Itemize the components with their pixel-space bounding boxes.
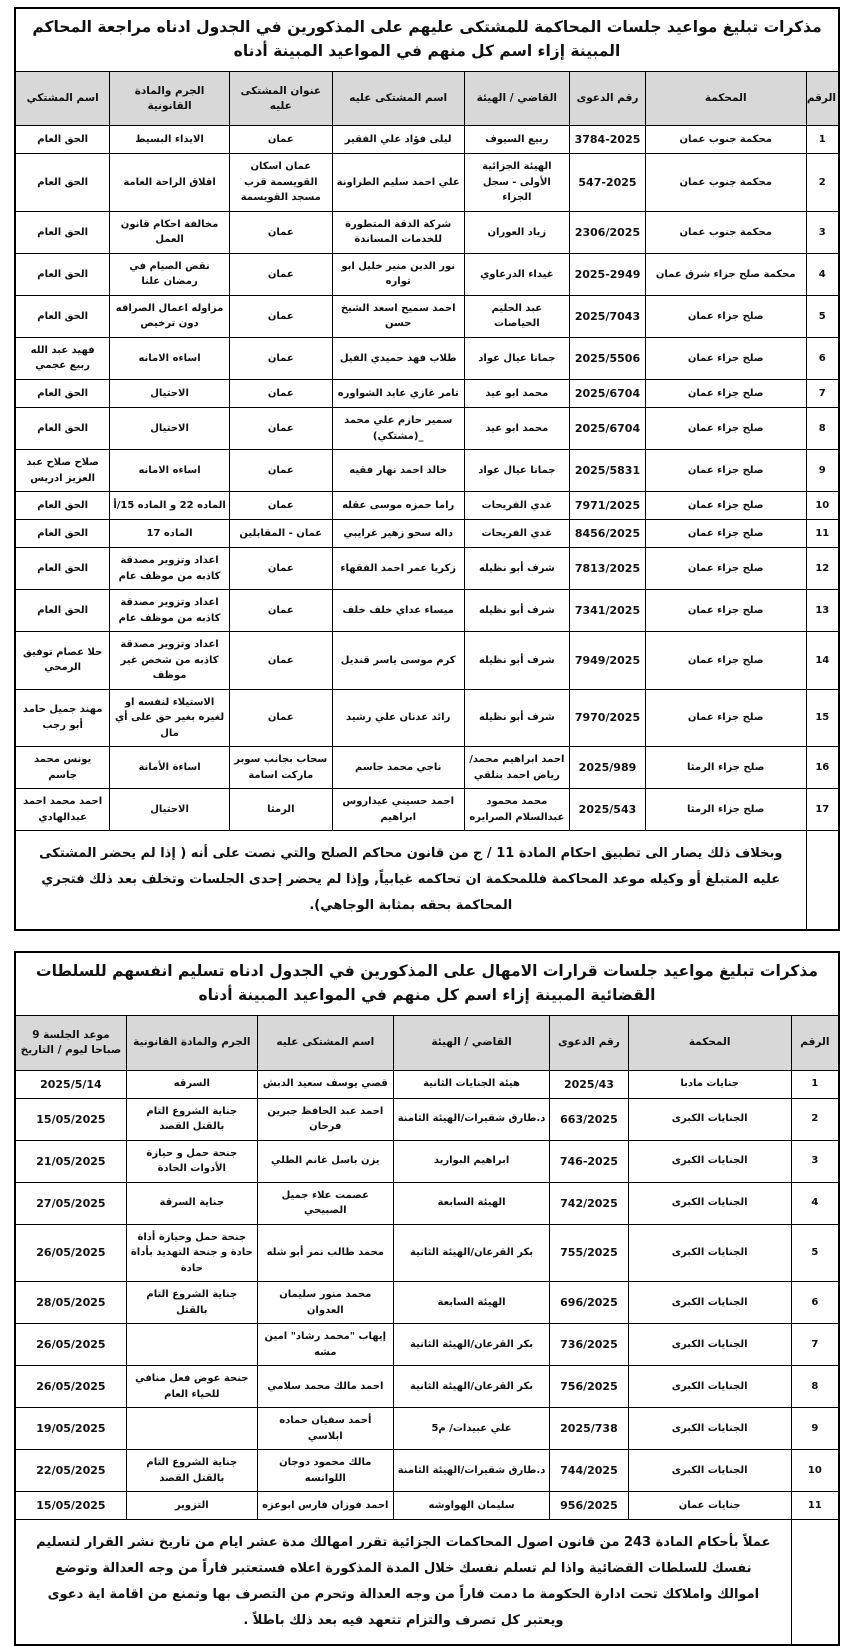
cell-defendant: داله سحو زهير غرايبي [332, 520, 464, 548]
table-row [15, 548, 839, 590]
cell-crime: جنحة عوض فعل منافي للحياء العام [126, 1366, 257, 1408]
cell-num: 17 [806, 789, 839, 831]
cell-num: 6 [791, 1282, 839, 1324]
cell-case_no: 7971/2025 [570, 492, 646, 520]
cell-address: عمان - المقابلين [229, 520, 332, 548]
cell-num: 9 [806, 450, 839, 492]
cell-defendant: احمد حسيني عيداروس ابراهيم [332, 789, 464, 831]
trial-sessions-table [14, 7, 840, 931]
column-header-complainant: اسم المشتكي [15, 72, 110, 126]
cell-case_no: 2025/5831 [570, 450, 646, 492]
cell-judge: غيداء الدرعاوي [464, 253, 569, 295]
cell-complainant: الحق العام [15, 520, 110, 548]
cell-num: 2 [806, 154, 839, 212]
cell-defendant: أحمد سفيان حماده ابلاسي [257, 1408, 393, 1450]
cell-case_no: 746-2025 [550, 1140, 628, 1182]
cell-judge: بكر القرعان/الهيئة الثانية [393, 1366, 550, 1408]
cell-judge: احمد ابراهيم محمد/رياض احمد بنلقي [464, 747, 569, 789]
cell-crime [126, 1324, 257, 1366]
cell-judge: سليمان الهواوشه [393, 1492, 550, 1520]
table-row [15, 1366, 839, 1408]
table-row [15, 1224, 839, 1282]
cell-judge: شرف أبو نظيله [464, 689, 569, 747]
cell-address: عمان [229, 211, 332, 253]
cell-defendant: راما حمزه موسى عقله [332, 492, 464, 520]
cell-address: عمان [229, 295, 332, 337]
cell-judge: د.طارق شقيرات/الهيئة الثامنة [393, 1450, 550, 1492]
table-row [15, 337, 839, 379]
cell-crime: جناية الشروع التام بالقتل [126, 1282, 257, 1324]
cell-case_no: 956/2025 [550, 1492, 628, 1520]
cell-case_no: 2025/989 [570, 747, 646, 789]
cell-judge: جمانا عيال عواد [464, 337, 569, 379]
cell-court: الجنايات الكبرى [628, 1324, 791, 1366]
cell-crime: الاستيلاء لنفسه او لغيره بغير حق على أي مال [110, 689, 229, 747]
cell-session_date: 15/05/2025 [15, 1098, 126, 1140]
cell-judge: الهيئة السابعة [393, 1182, 550, 1224]
cell-address: عمان [229, 689, 332, 747]
cell-address: عمان [229, 126, 332, 154]
cell-crime: اعداد وتزوير مصدقة كاذبه من موظف عام [110, 548, 229, 590]
cell-num: 10 [791, 1450, 839, 1492]
table2-title-row [15, 952, 839, 1016]
column-header-judge: القاضي / الهيئة [393, 1016, 550, 1070]
column-header-judge: القاضي / الهيئة [464, 72, 569, 126]
cell-crime: اعداد وتزوير مصدقة كاذبه من شخص غير موظف [110, 632, 229, 690]
cell-num: 2 [791, 1098, 839, 1140]
table-row [15, 1140, 839, 1182]
cell-court: صلح جزاء عمان [645, 548, 806, 590]
table-row [15, 689, 839, 747]
table-row [15, 1408, 839, 1450]
cell-defendant: خالد احمد نهار فقيه [332, 450, 464, 492]
table1-header-row [15, 72, 839, 126]
cell-court: صلح جزاء عمان [645, 492, 806, 520]
cell-address: عمان [229, 337, 332, 379]
table-row [15, 211, 839, 253]
cell-complainant: احمد محمد احمد عبدالهادي [15, 789, 110, 831]
cell-defendant: مالك محمود دوجان اللوانسه [257, 1450, 393, 1492]
cell-defendant: قصي يوسف سعيد الدبش [257, 1070, 393, 1098]
cell-judge: شرف أبو نظيله [464, 590, 569, 632]
cell-complainant: الحق العام [15, 590, 110, 632]
cell-num: 6 [806, 337, 839, 379]
cell-address: عمان [229, 548, 332, 590]
cell-address: عمان [229, 408, 332, 450]
cell-case_no: 756/2025 [550, 1366, 628, 1408]
surrender-deadline-table [14, 951, 840, 1646]
cell-num: 9 [791, 1408, 839, 1450]
cell-judge: جمانا عيال عواد [464, 450, 569, 492]
cell-court: الجنايات الكبرى [628, 1140, 791, 1182]
cell-defendant: ميساء عداي خلف خلف [332, 590, 464, 632]
cell-crime: جناية السرقة [126, 1182, 257, 1224]
cell-court: صلح جزاء عمان [645, 689, 806, 747]
cell-crime: الماده 22 و الماده 15/أ [110, 492, 229, 520]
cell-court: صلح جزاء الرمثا [645, 789, 806, 831]
cell-court: الجنايات الكبرى [628, 1450, 791, 1492]
cell-complainant: الحق العام [15, 211, 110, 253]
column-header-defendant: اسم المشتكى عليه [332, 72, 464, 126]
cell-num: 15 [806, 689, 839, 747]
table-row [15, 789, 839, 831]
cell-court: الجنايات الكبرى [628, 1366, 791, 1408]
cell-court: الجنايات الكبرى [628, 1282, 791, 1324]
cell-address: عمان [229, 450, 332, 492]
cell-case_no: 696/2025 [550, 1282, 628, 1324]
cell-court: محكمة صلح جزاء شرق عمان [645, 253, 806, 295]
cell-case_no: 744/2025 [550, 1450, 628, 1492]
cell-num: 12 [806, 548, 839, 590]
cell-num: 5 [791, 1224, 839, 1282]
cell-crime [126, 1408, 257, 1450]
cell-num: 7 [806, 379, 839, 407]
table2-header-row [15, 1016, 839, 1070]
table-row [15, 450, 839, 492]
column-header-court: المحكمة [645, 72, 806, 126]
cell-complainant: الحق العام [15, 408, 110, 450]
cell-court: صلح جزاء عمان [645, 590, 806, 632]
cell-num: 8 [791, 1366, 839, 1408]
cell-court: صلح جزاء عمان [645, 337, 806, 379]
cell-defendant: سمير حازم علي محمد _(مشتكي) [332, 408, 464, 450]
table-row [15, 520, 839, 548]
cell-case_no: 2025/6704 [570, 379, 646, 407]
cell-court: الجنايات الكبرى [628, 1224, 791, 1282]
cell-address: عمان [229, 632, 332, 690]
cell-address: الرمثا [229, 789, 332, 831]
cell-case_no: 7970/2025 [570, 689, 646, 747]
table-row [15, 1098, 839, 1140]
cell-judge: محمد محمود عبدالسلام الصرايره [464, 789, 569, 831]
cell-complainant: يونس محمد جاسم [15, 747, 110, 789]
cell-crime: الاحتيال [110, 789, 229, 831]
cell-defendant: ناجي محمد جاسم [332, 747, 464, 789]
cell-num: 5 [806, 295, 839, 337]
cell-complainant: مهند جميل حامد أبو رجب [15, 689, 110, 747]
cell-num: 11 [791, 1492, 839, 1520]
cell-crime: اعداد وتزوير مصدقة كاذبه من موظف عام [110, 590, 229, 632]
table-row [15, 1282, 839, 1324]
cell-crime: الايذاء البسيط [110, 126, 229, 154]
cell-case_no: 663/2025 [550, 1098, 628, 1140]
table-row [15, 632, 839, 690]
column-header-session_date: موعد الجلسة 9 صباحا ليوم / التاريخ [15, 1016, 126, 1070]
cell-judge: شرف أبو نظيله [464, 632, 569, 690]
cell-complainant: الحق العام [15, 253, 110, 295]
cell-session_date: 15/05/2025 [15, 1492, 126, 1520]
cell-court: محكمة جنوب عمان [645, 211, 806, 253]
cell-judge: د.طارق شقيرات/الهيئة الثامنة [393, 1098, 550, 1140]
cell-complainant: صلاح صلاح عبد العزيز ادريس [15, 450, 110, 492]
cell-court: محكمة جنوب عمان [645, 126, 806, 154]
cell-crime: اساءه الامانه [110, 337, 229, 379]
cell-judge: غدي الفريحات [464, 492, 569, 520]
cell-num: 3 [791, 1140, 839, 1182]
cell-session_date: 28/05/2025 [15, 1282, 126, 1324]
table-row [15, 492, 839, 520]
cell-num: 7 [791, 1324, 839, 1366]
column-header-crime: الجرم والمادة القانونية [126, 1016, 257, 1070]
cell-complainant: الحق العام [15, 126, 110, 154]
cell-judge: عبد الحليم الحياصات [464, 295, 569, 337]
table-row [15, 1182, 839, 1224]
cell-address: عمان اسكان القويسمة قرب مسجد القويسمة [229, 154, 332, 212]
cell-crime: اقلاق الراحة العامة [110, 154, 229, 212]
cell-defendant: ليلى فؤاد علي الفقير [332, 126, 464, 154]
cell-address: عمان [229, 379, 332, 407]
cell-session_date: 2025/5/14 [15, 1070, 126, 1098]
column-header-case_no: رقم الدعوى [570, 72, 646, 126]
table1-title-row [15, 8, 839, 72]
cell-defendant: نور الدين منير خليل ابو تواره [332, 253, 464, 295]
cell-court: جنايات عمان [628, 1492, 791, 1520]
cell-defendant: احمد عبد الحافظ جبرين فرحان [257, 1098, 393, 1140]
cell-case_no: 547-2025 [570, 154, 646, 212]
cell-case_no: 2306/2025 [570, 211, 646, 253]
cell-defendant: إيهاب "محمد رشاد" امين مشه [257, 1324, 393, 1366]
table-row [15, 408, 839, 450]
cell-crime: اساءة الأمانة [110, 747, 229, 789]
cell-num: 10 [806, 492, 839, 520]
cell-defendant: محمد منور سليمان العدوان [257, 1282, 393, 1324]
cell-case_no: 8456/2025 [570, 520, 646, 548]
cell-case_no: 2025/7043 [570, 295, 646, 337]
cell-defendant: تامر غازي عايد الشواوره [332, 379, 464, 407]
cell-case_no: 2025/6704 [570, 408, 646, 450]
cell-num: 11 [806, 520, 839, 548]
cell-judge: ابراهيم البواريد [393, 1140, 550, 1182]
cell-case_no: 2025/543 [570, 789, 646, 831]
cell-court: صلح جزاء الرمثا [645, 747, 806, 789]
cell-case_no: 2025-2949 [570, 253, 646, 295]
cell-complainant: فهيد عبد الله ربيع عجمي [15, 337, 110, 379]
cell-crime: مزاوله اعمال الصرافه دون ترخيص [110, 295, 229, 337]
column-header-num: الرقم [791, 1016, 839, 1070]
cell-crime: جنحة حمل و حيازة الأدوات الحادة [126, 1140, 257, 1182]
column-header-address: عنوان المشتكى عليه [229, 72, 332, 126]
cell-defendant: عصمت علاء جميل الصبيحي [257, 1182, 393, 1224]
cell-num: 4 [791, 1182, 839, 1224]
cell-defendant: احمد فوزان فارس ابوعزه [257, 1492, 393, 1520]
table-row [15, 1070, 839, 1098]
table-row [15, 295, 839, 337]
table2-footnote-row [15, 1520, 839, 1646]
cell-crime: اساءه الامانه [110, 450, 229, 492]
cell-judge: بكر القرعان/الهيئة الثانية [393, 1324, 550, 1366]
column-header-num: الرقم [806, 72, 839, 126]
cell-judge: علي عبيدات/ م5 [393, 1408, 550, 1450]
cell-session_date: 19/05/2025 [15, 1408, 126, 1450]
cell-defendant: شركة الدقة المتطورة للخدمات المساندة [332, 211, 464, 253]
cell-judge: غدي الفريحات [464, 520, 569, 548]
cell-judge: الهيئة الجزائية الأولى - سجل الجزاء [464, 154, 569, 212]
cell-judge: محمد ابو عيد [464, 379, 569, 407]
cell-court: صلح جزاء عمان [645, 450, 806, 492]
cell-num: 3 [806, 211, 839, 253]
table-row [15, 126, 839, 154]
cell-crime: نقض الصيام في رمضان علنا [110, 253, 229, 295]
cell-court: جنايات مادبا [628, 1070, 791, 1098]
cell-address: عمان [229, 590, 332, 632]
column-header-defendant: اسم المشتكى عليه [257, 1016, 393, 1070]
table2-footnote-num-cell [791, 1520, 839, 1646]
table1-footnote: وبخلاف ذلك يصار الى تطبيق احكام المادة 11 / ج من قانون محاكم الصلح والتي نصت على أنه ( إذا لم يحضر المشتكى عليه المتبلغ أو وكيله موعد المحاكمة فللمحكمة ان تحاكمه غيابياً, وإذا لم يحضر إحدى الجلسات وتخلف بعد ذلك فتجري المحاكمة بحقه بمثابة الوجاهي). [15, 831, 806, 931]
cell-complainant: الحق العام [15, 548, 110, 590]
cell-defendant: علي احمد سليم الطراونة [332, 154, 464, 212]
table-row [15, 1324, 839, 1366]
cell-case_no: 2025/738 [550, 1408, 628, 1450]
cell-court: الجنايات الكبرى [628, 1098, 791, 1140]
cell-judge: الهيئة السابعة [393, 1282, 550, 1324]
cell-court: صلح جزاء عمان [645, 632, 806, 690]
table-row [15, 1450, 839, 1492]
cell-session_date: 26/05/2025 [15, 1324, 126, 1366]
cell-crime: مخالفة احكام قانون العمل [110, 211, 229, 253]
cell-crime: الماده 17 [110, 520, 229, 548]
cell-complainant: الحق العام [15, 154, 110, 212]
cell-num: 14 [806, 632, 839, 690]
cell-num: 4 [806, 253, 839, 295]
cell-num: 1 [791, 1070, 839, 1098]
cell-defendant: احمد سميح اسعد الشيخ حسن [332, 295, 464, 337]
table-row [15, 253, 839, 295]
cell-complainant: حلا عصام توفيق الرمحي [15, 632, 110, 690]
column-header-case_no: رقم الدعوى [550, 1016, 628, 1070]
cell-judge: بكر القرعان/الهيئة الثانية [393, 1224, 550, 1282]
cell-session_date: 26/05/2025 [15, 1224, 126, 1282]
cell-case_no: 7813/2025 [570, 548, 646, 590]
cell-case_no: 7949/2025 [570, 632, 646, 690]
cell-num: 1 [806, 126, 839, 154]
table2-body [15, 1070, 839, 1520]
cell-defendant: زكريا عمر احمد الفقهاء [332, 548, 464, 590]
table-row [15, 379, 839, 407]
cell-crime: جناية الشروع التام بالقتل القصد [126, 1098, 257, 1140]
cell-defendant: طلاب فهد حميدي الفيل [332, 337, 464, 379]
cell-court: صلح جزاء عمان [645, 295, 806, 337]
table2-title: مذكرات تبليغ مواعيد جلسات قرارات الامهال على المذكورين في الجدول ادناه تسليم انفسهم للسلطات القضائية المبينة إزاء اسم كل منهم في المواعيد المبينة أدناه [15, 952, 839, 1016]
cell-session_date: 27/05/2025 [15, 1182, 126, 1224]
cell-case_no: 7341/2025 [570, 590, 646, 632]
table-row [15, 747, 839, 789]
cell-complainant: الحق العام [15, 379, 110, 407]
cell-session_date: 22/05/2025 [15, 1450, 126, 1492]
cell-judge: شرف أبو نظيله [464, 548, 569, 590]
cell-crime: السرقه [126, 1070, 257, 1098]
cell-court: صلح جزاء عمان [645, 520, 806, 548]
cell-crime: الاحتيال [110, 408, 229, 450]
cell-case_no: 2025/43 [550, 1070, 628, 1098]
cell-court: الجنايات الكبرى [628, 1182, 791, 1224]
table1-footnote-num-cell [806, 831, 839, 931]
cell-address: عمان [229, 253, 332, 295]
cell-num: 16 [806, 747, 839, 789]
cell-court: صلح جزاء عمان [645, 379, 806, 407]
cell-session_date: 26/05/2025 [15, 1366, 126, 1408]
cell-defendant: رائد عدنان علي رشيد [332, 689, 464, 747]
cell-session_date: 21/05/2025 [15, 1140, 126, 1182]
cell-judge: زياد العوران [464, 211, 569, 253]
cell-case_no: 755/2025 [550, 1224, 628, 1282]
column-header-crime: الجرم والمادة القانونية [110, 72, 229, 126]
cell-judge: ربيع السيوف [464, 126, 569, 154]
cell-court: محكمة جنوب عمان [645, 154, 806, 212]
cell-case_no: 3784-2025 [570, 126, 646, 154]
table2-footnote: عملاً بأحكام المادة 243 من قانون اصول المحاكمات الجزائية تقرر امهالك مدة عشر ايام من تاريخ نشر القرار لتسليم نفسك للسلطات القضائية واذا لم تسلم نفسك خلال المدة المذكورة اعلاه فستعتبر فاراً من وجه العدالة وتوضع اموالك واملاكك تحت ادارة الحكومة ما دمت فاراً من وجه العدالة وتحرم من التصرف بها وتمنع من اقامة اية دعوى ويعتبر كل تصرف والتزام تتعهد فيه بعد ذلك باطلاً . [15, 1520, 791, 1646]
cell-case_no: 736/2025 [550, 1324, 628, 1366]
cell-crime: التزوير [126, 1492, 257, 1520]
cell-defendant: يزن باسل غانم الطلي [257, 1140, 393, 1182]
cell-address: سحاب بجانب سوبر ماركت اسامة [229, 747, 332, 789]
cell-complainant: الحق العام [15, 492, 110, 520]
table1-body [15, 126, 839, 831]
cell-judge: هيئة الجنايات الثانية [393, 1070, 550, 1098]
table-row [15, 1492, 839, 1520]
cell-crime: جنحة حمل وحيازة أداة حادة و جنحة التهديد بأداة حادة [126, 1224, 257, 1282]
cell-crime: الاحتيال [110, 379, 229, 407]
cell-num: 13 [806, 590, 839, 632]
cell-defendant: احمد مالك محمد سلامي [257, 1366, 393, 1408]
table1-title: مذكرات تبليغ مواعيد جلسات المحاكمة للمشتكى عليهم على المذكورين في الجدول ادناه مراجعة المحاكم المبينة إزاء اسم كل منهم في المواعيد المبينة أدناه [15, 8, 839, 72]
cell-case_no: 2025/5506 [570, 337, 646, 379]
column-header-court: المحكمة [628, 1016, 791, 1070]
table-row [15, 590, 839, 632]
cell-address: عمان [229, 492, 332, 520]
table1-footnote-row [15, 831, 839, 931]
cell-case_no: 742/2025 [550, 1182, 628, 1224]
cell-court: صلح جزاء عمان [645, 408, 806, 450]
cell-defendant: كرم موسى ياسر قنديل [332, 632, 464, 690]
cell-judge: محمد ابو عيد [464, 408, 569, 450]
cell-defendant: محمد طالب نمر أبو شله [257, 1224, 393, 1282]
cell-crime: جناية الشروع التام بالقتل القصد [126, 1450, 257, 1492]
cell-complainant: الحق العام [15, 295, 110, 337]
cell-num: 8 [806, 408, 839, 450]
cell-court: الجنايات الكبرى [628, 1408, 791, 1450]
table-row [15, 154, 839, 212]
